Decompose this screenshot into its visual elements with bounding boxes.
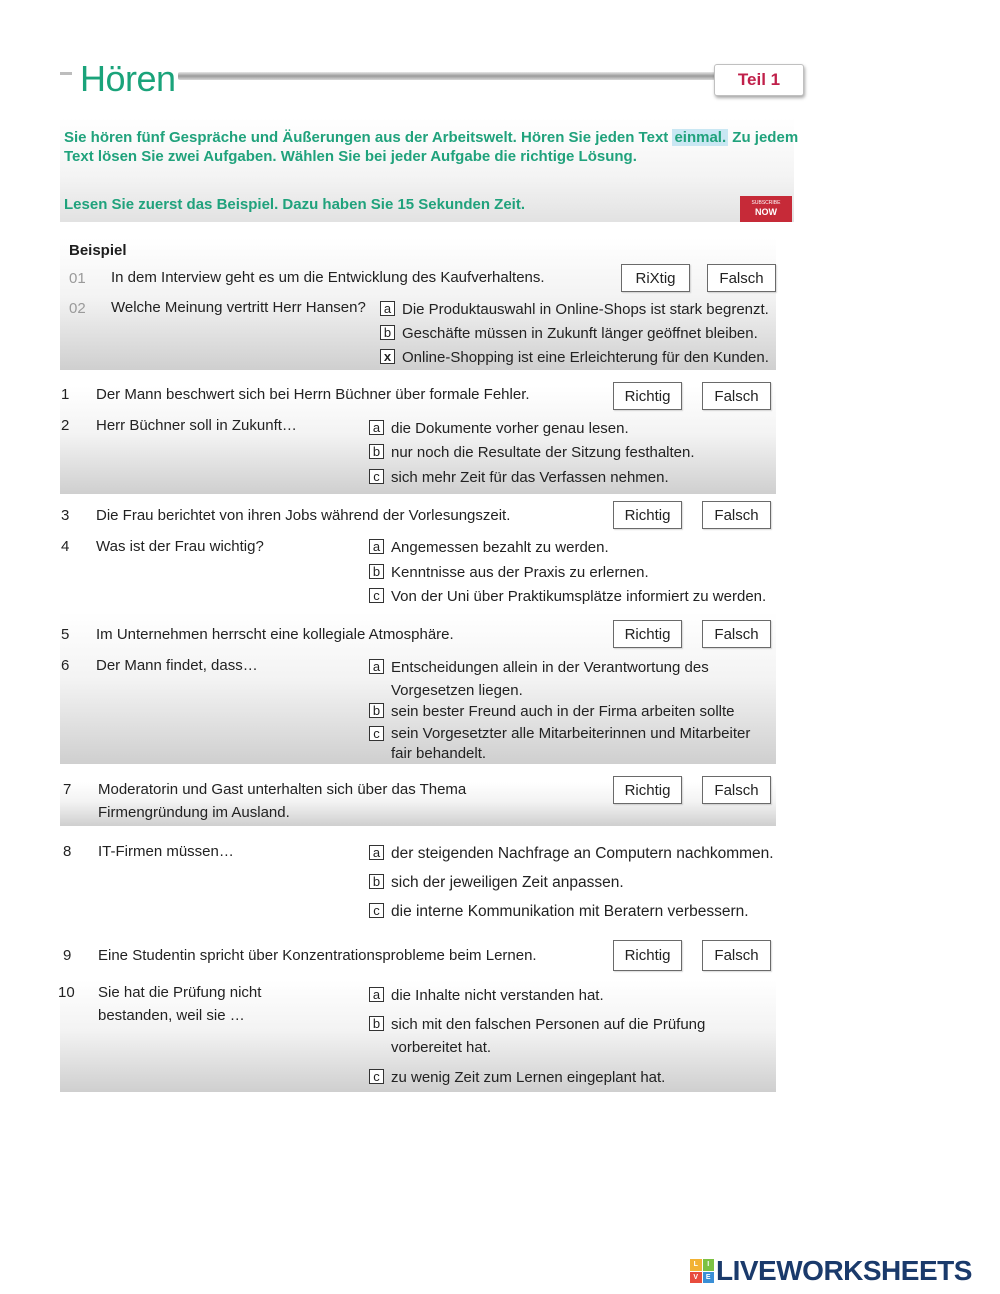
- task-question: Der Mann findet, dass…: [96, 657, 258, 674]
- task7-falsch-button[interactable]: Falsch: [702, 776, 771, 804]
- task-statement: Die Frau berichtet von ihren Jobs während der Vorlesungszeit.: [96, 507, 511, 524]
- task3-falsch-button[interactable]: Falsch: [702, 501, 771, 529]
- task-question: Was ist der Frau wichtig?: [96, 538, 264, 555]
- task6-option-c[interactable]: c sein Vorgesetzter alle Mitarbeiterinnen und Mitarbeiter fair behandelt.: [369, 724, 769, 764]
- task7-richtig-button[interactable]: Richtig: [613, 776, 682, 804]
- task8-option-c[interactable]: c die interne Kommunikation mit Beratern verbessern.: [369, 900, 749, 923]
- task-question: Sie hat die Prüfung nicht bestanden, weil sie …: [98, 984, 262, 1024]
- beispiel-heading: Beispiel: [69, 242, 127, 259]
- task-question: Herr Büchner soll in Zukunft…: [96, 417, 297, 434]
- task-number: 7: [63, 781, 72, 798]
- task6-option-a[interactable]: a Entscheidungen allein in der Verantwortung des Vorgesetzen liegen.: [369, 656, 739, 702]
- beispiel-question: Welche Meinung vertritt Herr Hansen?: [111, 299, 366, 316]
- task-statement: Der Mann beschwert sich bei Herrn Büchner über formale Fehler.: [96, 386, 530, 403]
- task9-richtig-button[interactable]: Richtig: [613, 940, 682, 971]
- beispiel-option-b[interactable]: b Geschäfte müssen in Zukunft länger geöffnet bleiben.: [380, 322, 758, 345]
- logo-icon: L I V E: [690, 1259, 714, 1283]
- task-statement: Eine Studentin spricht über Konzentrationsprobleme beim Lernen.: [98, 947, 537, 964]
- task5-richtig-button[interactable]: Richtig: [613, 620, 682, 648]
- beispiel-falsch-button[interactable]: Falsch: [707, 264, 776, 292]
- beispiel-option-c-selected[interactable]: x Online-Shopping ist eine Erleichterung für den Kunden.: [380, 346, 769, 369]
- task-number: 5: [61, 626, 70, 643]
- beispiel-number: 02: [69, 300, 86, 317]
- task-number: 6: [61, 657, 70, 674]
- task1-richtig-button[interactable]: Richtig: [613, 382, 682, 410]
- task2-option-c[interactable]: c sich mehr Zeit für das Verfassen nehmen.: [369, 466, 669, 489]
- task-question: IT-Firmen müssen…: [98, 843, 234, 860]
- task-number: 10: [58, 984, 75, 1001]
- task-statement: Im Unternehmen herrscht eine kollegiale Atmosphäre.: [96, 626, 454, 643]
- task8-option-a[interactable]: a der steigenden Nachfrage an Computern nachkommen.: [369, 842, 774, 865]
- logo-text: LIVEWORKSHEETS: [716, 1255, 972, 1286]
- task6-option-b[interactable]: b sein bester Freund auch in der Firma arbeiten sollte: [369, 700, 735, 723]
- instructions-text: Sie hören fünf Gespräche und Äußerungen aus der Arbeitswelt. Hören Sie jeden Text einmal. Zu jedem Text lösen Sie zwei Aufgaben. Wählen Sie bei jeder Aufgabe die richtige Lösung.: [64, 129, 799, 165]
- task4-option-a[interactable]: a Angemessen bezahlt zu werden.: [369, 536, 609, 559]
- beispiel-statement: In dem Interview geht es um die Entwicklung des Kaufverhaltens.: [111, 269, 545, 286]
- beispiel-number: 01: [69, 270, 86, 287]
- beispiel-option-a[interactable]: a Die Produktauswahl in Online-Shops ist stark begrenzt.: [380, 298, 769, 321]
- task-number: 4: [61, 538, 70, 555]
- task10-option-b[interactable]: b sich mit den falschen Personen auf die Prüfung vorbereitet hat.: [369, 1013, 729, 1059]
- page-title: Hören: [80, 58, 176, 99]
- task-number: 8: [63, 843, 72, 860]
- task2-option-a[interactable]: a die Dokumente vorher genau lesen.: [369, 417, 629, 440]
- task2-option-b[interactable]: b nur noch die Resultate der Sitzung festhalten.: [369, 441, 695, 464]
- instructions-panel: [60, 118, 799, 222]
- highlight-einmal: einmal.: [674, 129, 727, 146]
- task9-falsch-button[interactable]: Falsch: [702, 940, 771, 971]
- task-number: 2: [61, 417, 70, 434]
- task4-option-b[interactable]: b Kenntnisse aus der Praxis zu erlernen.: [369, 561, 649, 584]
- title-dash: [60, 72, 72, 75]
- task-number: 9: [63, 947, 72, 964]
- task10-option-c[interactable]: c zu wenig Zeit zum Lernen eingeplant hat.: [369, 1066, 665, 1089]
- task10-option-a[interactable]: a die Inhalte nicht verstanden hat.: [369, 984, 604, 1007]
- task-statement: Moderatorin und Gast unterhalten sich über das Thema Firmengründung im Ausland.: [98, 781, 467, 821]
- task4-option-c[interactable]: c Von der Uni über Praktikumsplätze informiert zu werden.: [369, 585, 766, 608]
- instructions-beispiel: Lesen Sie zuerst das Beispiel. Dazu haben Sie 15 Sekunden Zeit.: [64, 196, 525, 213]
- task5-falsch-button[interactable]: Falsch: [702, 620, 771, 648]
- task1-falsch-button[interactable]: Falsch: [702, 382, 771, 410]
- task-number: 3: [61, 507, 70, 524]
- subscribe-badge[interactable]: SUBSCRIBE NOW: [740, 196, 792, 222]
- beispiel-richtig-button[interactable]: RiXtig: [621, 264, 690, 292]
- task-number: 1: [61, 386, 70, 403]
- part-label: Teil 1: [714, 64, 804, 96]
- task3-richtig-button[interactable]: Richtig: [613, 501, 682, 529]
- task8-option-b[interactable]: b sich der jeweiligen Zeit anpassen.: [369, 871, 624, 894]
- liveworksheets-logo: [690, 1255, 972, 1287]
- title-rule: [178, 72, 718, 80]
